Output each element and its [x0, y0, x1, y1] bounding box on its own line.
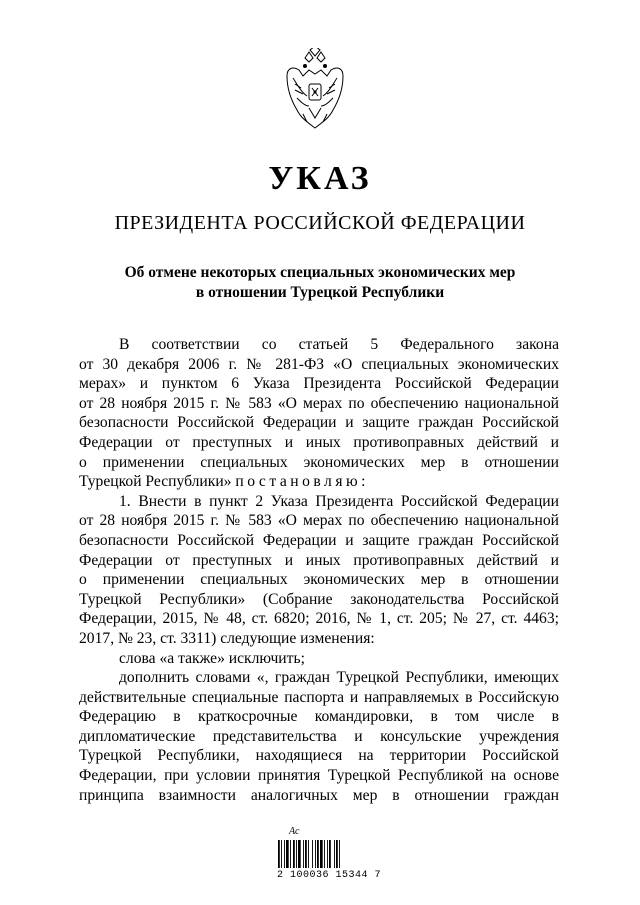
- body-line: 2017, № 23, ст. 3311) следующие изменения:: [79, 629, 375, 647]
- body-line: Федерации, при условии принятия Турецкой Республикой на основе: [79, 767, 559, 785]
- body-line: слова «а также» исключить;: [119, 649, 305, 667]
- body-line: Федерации от преступных и иных противоправных действий и: [79, 551, 559, 569]
- body-line: дополнить словами «, граждан Турецкой Республики, имеющих: [119, 669, 559, 687]
- body-line: мерах» и пунктом 6 Указа Президента Российской Федерации: [79, 375, 559, 393]
- barcode-number: 2 100036 15344 7: [277, 870, 382, 881]
- body-line-with-resolution: [79, 472, 559, 492]
- body-line: Федерации от преступных и иных противоправных действий и: [79, 433, 559, 451]
- body-line: о применении специальных экономических мер в отношении: [79, 571, 559, 589]
- coat-of-arms-emblem-icon: [283, 48, 347, 138]
- resolution-word: постановляю:: [235, 473, 369, 491]
- document-subtitle: ПРЕЗИДЕНТА РОССИЙСКОЙ ФЕДЕРАЦИИ: [114, 212, 526, 234]
- body-line: безопасности Российской Федерации и защите граждан Российской: [79, 531, 559, 549]
- body-line: 1. Внести в пункт 2 Указа Президента Российской Федерации: [119, 492, 559, 510]
- body-line: Федерацию в краткосрочные командировки, в том числе в: [79, 708, 559, 726]
- body-line: о применении специальных экономических мер в отношении: [79, 453, 559, 471]
- document-footer: [277, 826, 382, 884]
- body-line: от 28 ноября 2015 г. № 583 «О мерах по обеспечению национальной: [79, 512, 559, 530]
- body-line: действительные специальные паспорта и направляемых в Российскую: [79, 688, 559, 706]
- body-line: принципа взаимности аналогичных мер в отношении граждан: [79, 786, 559, 804]
- document-title: УКАЗ: [268, 160, 372, 197]
- signature-mark: Ас: [289, 826, 300, 837]
- barcode-icon: [277, 840, 361, 868]
- body-line: Турецкой Республики, находящиеся на территории Российской: [79, 747, 559, 765]
- body-line: от 30 декабря 2006 г. № 281-ФЗ «О специальных экономических: [79, 355, 559, 373]
- body-line: Федерации, 2015, № 48, ст. 6820; 2016, № 1, ст. 205; № 27, ст. 4463;: [79, 610, 559, 628]
- heading-line: Об отмене некоторых специальных экономических мер: [124, 264, 516, 281]
- body-line: от 28 ноября 2015 г. № 583 «О мерах по обеспечению национальной: [79, 394, 559, 412]
- body-line: Турецкой Республики» (Собрание законодательства Российской: [79, 590, 559, 608]
- body-line-text: Турецкой Республики»: [79, 473, 232, 491]
- body-line: безопасности Российской Федерации и защите граждан Российской: [79, 414, 559, 432]
- decree-body: [79, 335, 559, 805]
- body-line: дипломатические представительства и консульские учреждения: [79, 727, 559, 745]
- body-line: В соответствии со статьей 5 Федерального закона: [119, 336, 559, 353]
- heading-line: в отношении Турецкой Республики: [195, 284, 445, 301]
- decree-heading: [0, 263, 640, 303]
